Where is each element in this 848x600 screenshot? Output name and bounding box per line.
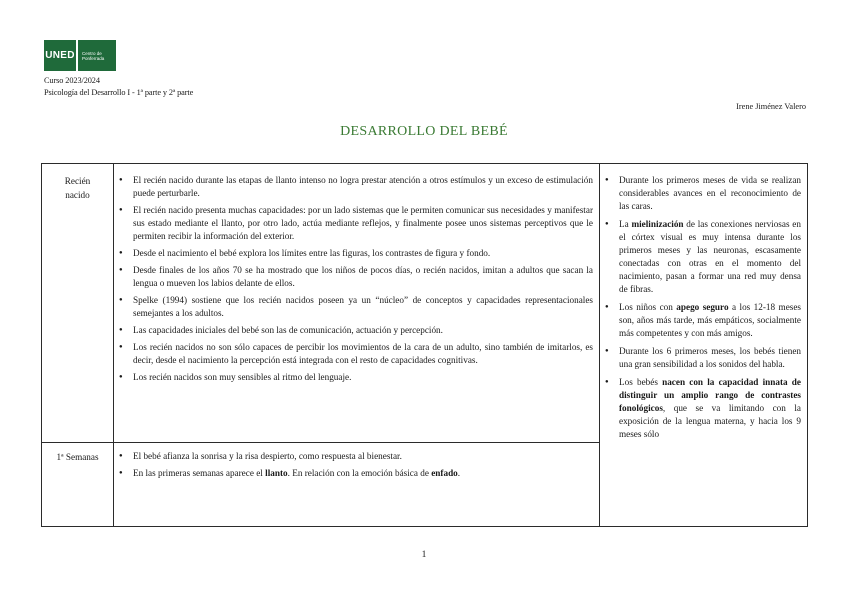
list-item: ● Los recién nacidos no son sólo capaces de percibir los movimientos de la cara de un adulto, sino también de imitarlos, es decir, desde el nacimiento la percepción está integrada con el resto de capacidades cognitivas.	[114, 341, 593, 367]
development-table	[41, 163, 808, 527]
subject-name: Psicología del Desarrollo I - 1ª parte y 2ª parte	[44, 88, 194, 97]
bold-term: nacen con la capacidad innata de distinguir un amplio rango de contrastes fonológicos	[619, 377, 801, 413]
page-number: 1	[421, 550, 427, 560]
list-item: ● Desde el nacimiento el bebé explora los límites entre las figuras, los contrastes de figura y fondo.	[114, 247, 593, 260]
list-item: ● Durante los primeros meses de vida se realizan considerables avances en el reconocimiento de las caras.	[600, 174, 801, 213]
list-item: ● El bebé afianza la sonrisa y la risa despierto, como respuesta al bienestar.	[114, 450, 593, 463]
row-label-line: Recién	[64, 176, 91, 186]
list-item: ● El recién nacido presenta muchas capacidades: por un lado sistemas que le permiten comunicar sus necesidades y manifestar sus estado mediante el llanto, por otro lado, actúa mediante reflejos, y finalmente posee unos sistemas perceptivos que le permiten recibir la información del exterior.	[114, 204, 593, 243]
list-item: ● Las capacidades iniciales del bebé son las de comunicación, actuación y percepción.	[114, 324, 593, 337]
list-item: ● Los bebés nacen con la capacidad innata de distinguir un amplio rango de contrastes fonológicos, que se va limitando con la exposición de la lengua materna, y hacia los 9 meses sólo	[600, 376, 801, 441]
bold-term: enfado	[431, 468, 458, 478]
row-label-line: nacido	[65, 190, 90, 200]
course-year: Curso 2023/2024	[44, 76, 100, 85]
logo-brand: UNED	[44, 40, 76, 71]
bold-term: mielinización	[631, 219, 684, 229]
list-item: ● En las primeras semanas aparece el llanto. En relación con la emoción básica de enfado.	[114, 467, 593, 480]
uned-logo	[44, 40, 116, 71]
bold-term: apego seguro	[676, 302, 729, 312]
list-item: ● Desde finales de los años 70 se ha mostrado que los niños de pocos días, o recién nacidos, imitan a adultos que sacan la lengua o mueven los labios delante de ellos.	[114, 264, 593, 290]
list-item: ● Spelke (1994) sostiene que los recién nacidos poseen ya un “núcleo” de conceptos y capacidades representacionales semejantes a los adultos.	[114, 294, 593, 320]
row-label-newborn	[42, 164, 114, 443]
list-item: ● Los recién nacidos son muy sensibles al ritmo del lenguaje.	[114, 371, 593, 384]
bold-term: llanto	[265, 468, 288, 478]
table-row	[42, 164, 808, 443]
general-facts-column	[600, 164, 808, 527]
logo-subtitle	[78, 40, 116, 71]
first-weeks-facts	[114, 443, 600, 527]
page-title: DESARROLLO DEL BEBÉ	[340, 124, 508, 139]
author-name: Irene Jiménez Valero	[736, 102, 806, 111]
row-label-first-weeks: 1ª Semanas	[42, 443, 114, 527]
list-item: ● La mielinización de las conexiones nerviosas en el córtex visual es muy intensa durante los primeros meses y las neuronas, escasamente conectadas con otras en el momento del nacimiento, pasan a formar una red muy densa de fibras.	[600, 218, 801, 296]
list-item: ● El recién nacido durante las etapas de llanto intenso no logra prestar atención a otros estímulos y un exceso de estimulación puede perturbarle.	[114, 174, 593, 200]
newborn-facts	[114, 164, 600, 443]
list-item: ● Durante los 6 primeros meses, los bebés tienen una gran sensibilidad a los sonidos del habla.	[600, 345, 801, 371]
list-item: ● Los niños con apego seguro a los 12-18 meses son, años más tarde, más empáticos, socialmente más competentes y con más amigos.	[600, 301, 801, 340]
logo-sub-line2: Ponferrada	[82, 55, 105, 61]
logo-sub-line1: Centro de	[82, 50, 102, 56]
